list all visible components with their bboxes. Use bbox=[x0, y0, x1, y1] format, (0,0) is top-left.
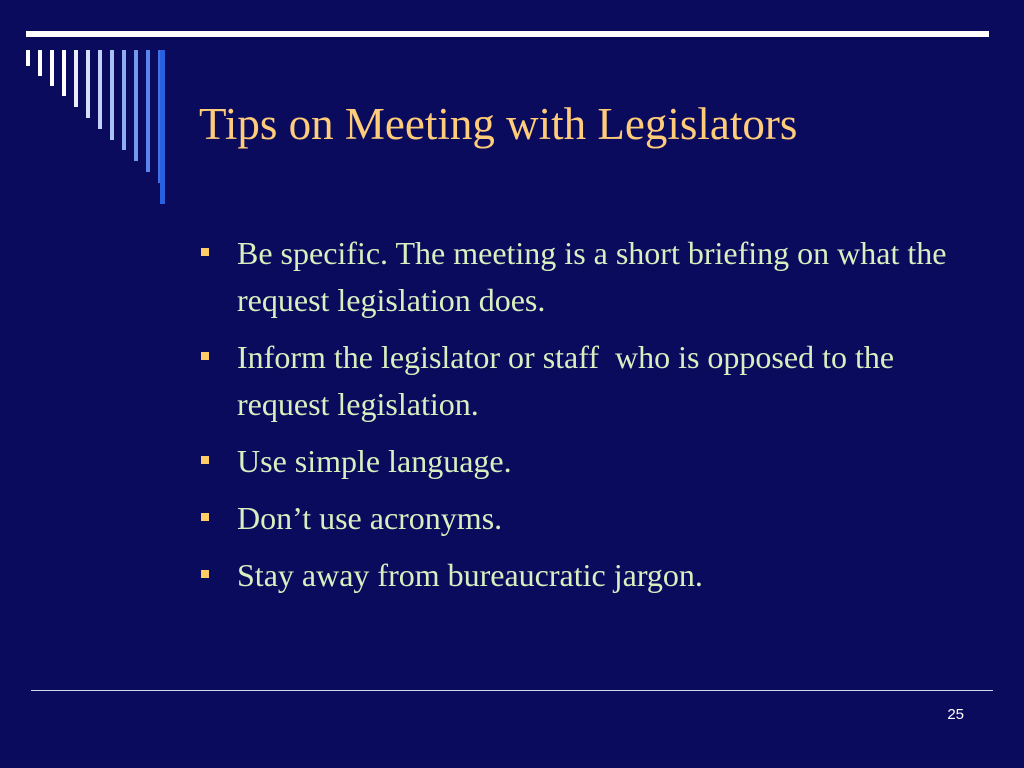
square-bullet-icon bbox=[201, 513, 209, 521]
bullet-text: Use simple language. bbox=[237, 443, 512, 479]
bottom-rule bbox=[31, 690, 993, 691]
stripe-2 bbox=[38, 50, 42, 76]
bullet-text: Inform the legislator or staff who is opposed to the request legislation. bbox=[237, 339, 903, 422]
square-bullet-icon bbox=[201, 456, 209, 464]
bullet-item bbox=[197, 334, 957, 428]
bullet-item bbox=[197, 552, 957, 599]
square-bullet-icon bbox=[201, 248, 209, 256]
bullet-text: Stay away from bureaucratic jargon. bbox=[237, 557, 703, 593]
top-rule bbox=[26, 31, 989, 37]
stripe-7 bbox=[98, 50, 102, 129]
stripe-3 bbox=[50, 50, 54, 86]
stripe-10 bbox=[134, 50, 138, 161]
stripe-8 bbox=[110, 50, 114, 140]
stripe-11 bbox=[146, 50, 150, 172]
square-bullet-icon bbox=[201, 570, 209, 578]
stripe-1 bbox=[26, 50, 30, 66]
stripe-13 bbox=[160, 50, 165, 204]
bullet-list bbox=[197, 230, 957, 609]
bullet-item bbox=[197, 495, 957, 542]
bullet-item bbox=[197, 438, 957, 485]
bullet-item bbox=[197, 230, 957, 324]
bullet-text: Don’t use acronyms. bbox=[237, 500, 503, 536]
square-bullet-icon bbox=[201, 352, 209, 360]
page-number: 25 bbox=[947, 706, 964, 723]
bullet-text: Be specific. The meeting is a short briefing on what the request legislation does. bbox=[237, 235, 947, 318]
stripe-5 bbox=[74, 50, 78, 107]
stripe-4 bbox=[62, 50, 66, 96]
stripe-9 bbox=[122, 50, 126, 150]
slide-title: Tips on Meeting with Legislators bbox=[199, 99, 798, 149]
stripe-6 bbox=[86, 50, 90, 118]
